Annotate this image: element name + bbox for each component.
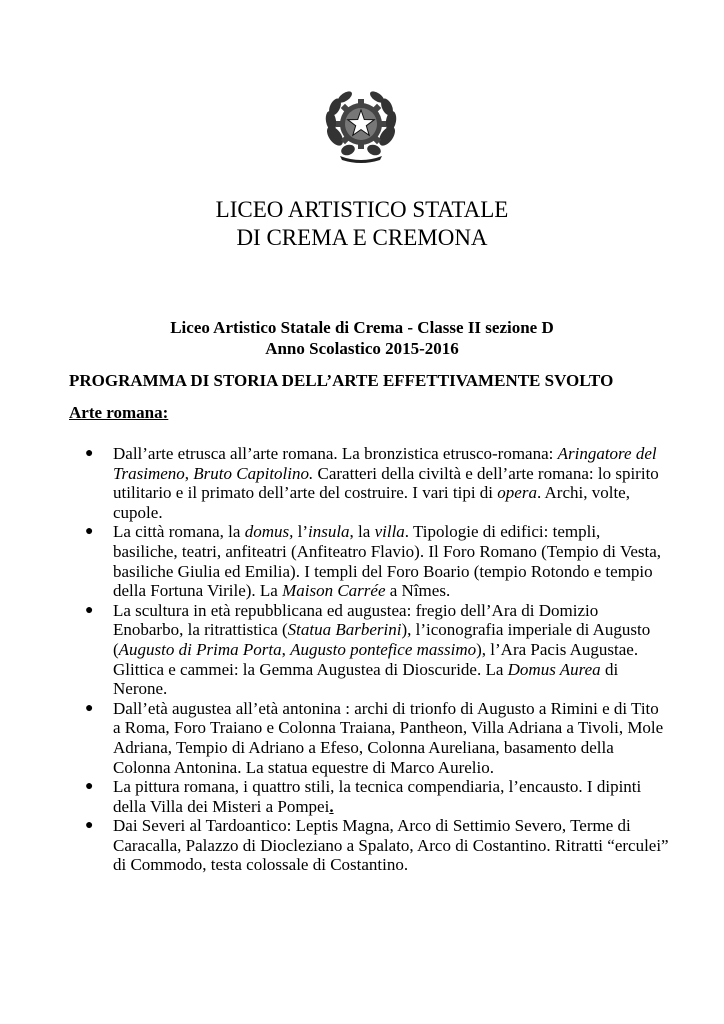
bullet-icon: ● xyxy=(85,602,94,618)
italic-text: Aringatore del Trasimeno xyxy=(113,444,657,483)
text-segment: Dall’arte etrusca all’arte romana. La bronzistica etrusco-romana: xyxy=(113,444,558,463)
list-item xyxy=(69,444,669,522)
text-segment: . xyxy=(329,796,334,816)
text-segment: Dai Severi al Tardoantico: Leptis Magna, Arco di Settimio Severo, Terme di Caracalla, Palazzo di Diocleziano a Spalato, Arco di Costantino. Ritratti “erculei” di Commodo, testa colossale di Costantino. xyxy=(113,816,669,875)
text-segment: ), l’Ara Pacis Augustae. Glittica e cammei: la Gemma Augustea di Dioscuride. La xyxy=(113,639,639,679)
text-segment: di Nerone. xyxy=(113,659,619,699)
italian-republic-emblem-icon xyxy=(322,86,400,164)
list-item-text xyxy=(113,816,669,875)
list-item-text xyxy=(113,522,669,600)
italic-text: Statua Barberini xyxy=(287,620,402,640)
list-item-text xyxy=(113,777,669,816)
text-segment: Caratteri della civiltà e dell’arte romana: lo spirito utilitario e il primato dell’arte del costruire. I vari tipi di xyxy=(113,463,659,503)
bullet-icon: ● xyxy=(85,779,94,795)
school-title-line-2: DI CREMA E CREMONA xyxy=(236,225,488,250)
italic-text: Augusto pontefice massimo xyxy=(290,639,477,659)
list-item-text xyxy=(113,444,669,522)
list-item xyxy=(69,699,669,777)
text-segment: Dall’età augustea all’età antonina : archi di trionfo di Augusto a Rimini e di Tito a Roma, Foro Traiano e Colonna Traiana, Pantheon, Villa Adriana a Tivoli, Mole Adriana, Tempio di Adriano a Efeso, Colonna Aureliana, basamento della Colonna Antonina. La statua equestre di Marco Aurelio. xyxy=(113,698,664,777)
school-title xyxy=(0,196,724,252)
italic-text: opera xyxy=(497,483,537,503)
list-item xyxy=(69,601,669,699)
italic-text: villa xyxy=(374,522,405,542)
section-heading: Arte romana: xyxy=(69,403,169,422)
list-item xyxy=(69,522,669,600)
list-item-text xyxy=(113,601,669,699)
text-segment: La città romana, la xyxy=(113,522,245,542)
text-segment: , la xyxy=(349,522,375,542)
list-item xyxy=(69,816,669,875)
bullet-icon: ● xyxy=(85,700,94,716)
italic-text: insula xyxy=(307,522,350,542)
italic-text: Augusto di Prima Porta xyxy=(118,639,282,659)
bullet-icon: ● xyxy=(85,818,94,834)
text-segment: La scultura in età repubblicana ed augustea: fregio dell’Ara di Domizio Enobarbo, la ritrattistica ( xyxy=(113,600,599,640)
list-item-text xyxy=(113,699,669,777)
class-info-line-1: Liceo Artistico Statale di Crema - Classe II sezione D xyxy=(170,318,554,337)
class-info xyxy=(0,317,724,359)
text-segment: ), l’iconografia imperiale di Augusto ( xyxy=(113,620,651,659)
programma-title: PROGRAMMA DI STORIA DELL’ARTE EFFETTIVAMENTE SVOLTO xyxy=(69,371,614,390)
school-title-line-1: LICEO ARTISTICO STATALE xyxy=(215,197,509,222)
text-segment: , xyxy=(281,639,291,659)
text-segment: . Tipologie di edifici: templi, basiliche, teatri, anfiteatri (Anfiteatro Flavio). Il Foro Romano (Tempio di Vesta, basiliche Giulia ed Emilia). I templi del Foro Boario (tempio Rotondo e tempio della Fortuna Virile). La xyxy=(113,522,662,601)
italic-text: Domus Aurea xyxy=(507,659,601,679)
school-year: Anno Scolastico 2015-2016 xyxy=(265,339,459,358)
text-segment: . Archi, volte, cupole. xyxy=(113,483,630,522)
bullet-icon: ● xyxy=(85,446,94,461)
text-segment: l’ xyxy=(293,522,308,542)
list-item xyxy=(69,777,669,816)
text-segment: , xyxy=(184,463,194,483)
text-segment: La pittura romana, i quattro stili, la tecnica compendiaria, l’encausto. I dipinti della Villa dei Misteri a Pompei xyxy=(113,777,642,816)
bullet-icon: ● xyxy=(85,524,94,540)
topic-list xyxy=(69,444,669,875)
italic-text: Maison Carrée xyxy=(282,581,386,601)
text-segment: a Nîmes. xyxy=(385,581,451,601)
italic-text: domus, xyxy=(244,522,294,542)
italic-text: Bruto Capitolino. xyxy=(193,463,314,483)
